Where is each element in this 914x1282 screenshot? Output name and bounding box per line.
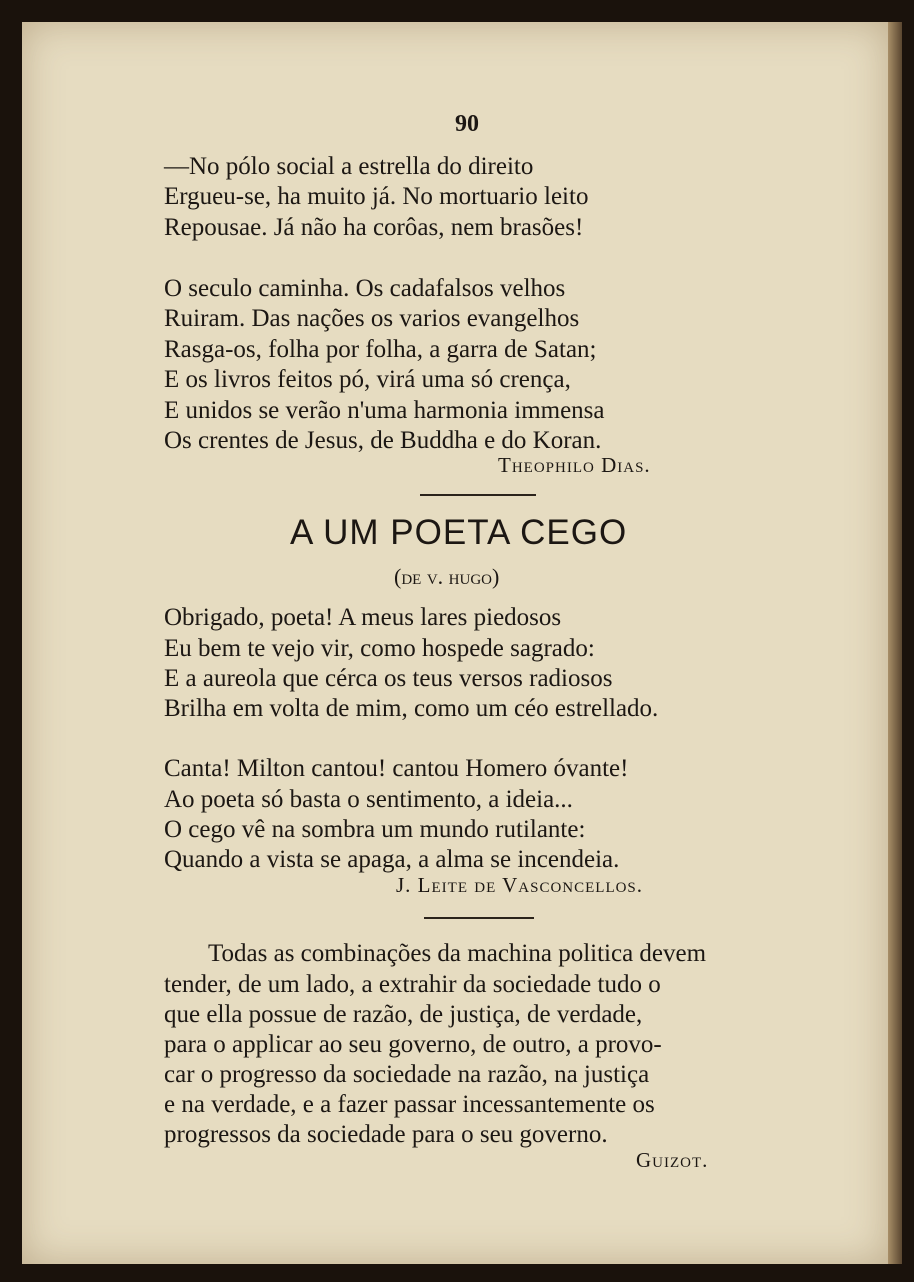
poem1-line: Os crentes de Jesus, de Buddha e do Koran.: [164, 427, 602, 454]
poem2-author: J. Leite de Vasconcellos.: [396, 873, 644, 897]
poem2-line: Ao poeta só basta o sentimento, a ideia...: [164, 786, 573, 813]
poem2-line: Quando a vista se apaga, a alma se incendeia.: [164, 846, 620, 873]
quote-line: que ella possue de razão, de justiça, de verdade,: [164, 1001, 643, 1028]
poem2-line: O cego vê na sombra um mundo rutilante:: [164, 816, 586, 843]
poem1-line: Ruiram. Das nações os varios evangelhos: [164, 305, 580, 332]
poem2-line: Canta! Milton cantou! cantou Homero óvante!: [164, 755, 629, 782]
poem1-line: Rasga-os, folha por folha, a garra de Satan;: [164, 336, 597, 363]
poem1-line: E os livros feitos pó, virá uma só crença,: [164, 366, 571, 393]
poem1-author: Theophilo Dias.: [498, 453, 651, 477]
quote-line: para o applicar ao seu governo, de outro, a provo-: [164, 1031, 662, 1058]
quote-line: tender, de um lado, a extrahir da sociedade tudo o: [164, 971, 661, 998]
section-divider: [420, 494, 536, 496]
poem2-line: E a aureola que cérca os teus versos radiosos: [164, 665, 613, 692]
quote-line: progressos da sociedade para o seu governo.: [164, 1121, 608, 1148]
poem2-subtitle: (de v. hugo): [394, 564, 500, 589]
quote-line: Todas as combinações da machina politica devem: [208, 940, 707, 967]
quote-line: e na verdade, e a fazer passar incessantemente os: [164, 1091, 655, 1118]
poem1-line: E unidos se verão n'uma harmonia immensa: [164, 397, 605, 424]
poem2-line: Eu bem te vejo vir, como hospede sagrado:: [164, 635, 595, 662]
poem1-line: Ergueu-se, ha muito já. No mortuario leito: [164, 183, 589, 210]
quote-author: Guizot.: [636, 1148, 709, 1172]
poem1-line: O seculo caminha. Os cadafalsos velhos: [164, 275, 566, 302]
poem2-line: Obrigado, poeta! A meus lares piedosos: [164, 604, 562, 631]
quote-line: car o progresso da sociedade na razão, na justiça: [164, 1061, 650, 1088]
section-divider: [424, 917, 534, 919]
page-edge: [888, 22, 902, 1264]
poem1-line: Repousae. Já não ha corôas, nem brasões!: [164, 214, 584, 241]
poem2-title: A UM POETA CEGO: [290, 513, 628, 552]
poem2-line: Brilha em volta de mim, como um céo estrellado.: [164, 695, 659, 722]
page-number: 90: [455, 111, 479, 137]
poem1-line: —No pólo social a estrella do direito: [164, 153, 534, 180]
